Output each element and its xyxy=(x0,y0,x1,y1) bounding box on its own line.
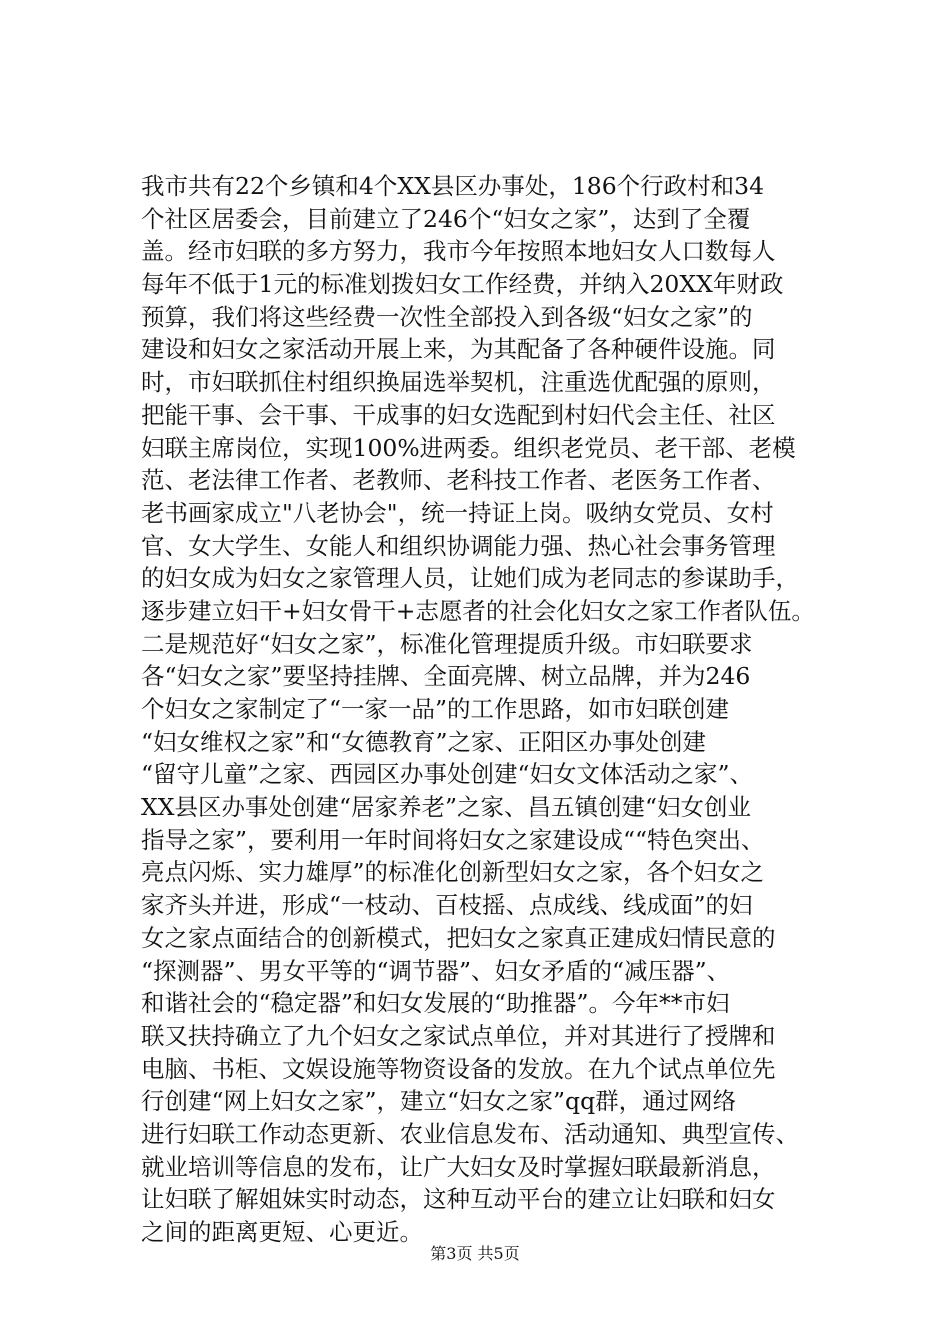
text-line: 官、女大学生、女能人和组织协调能力强、热心社会事务管理 xyxy=(141,531,776,560)
text-line: 和谐社会的“稳定器”和妇女发展的“助推器”。今年**市妇 xyxy=(141,989,730,1018)
text-line: 电脑、书柜、文娱设施等物资设备的发放。在九个试点单位先 xyxy=(141,1054,776,1083)
text-line: 指导之家”，要利用一年时间将妇女之家建设成““特色突出、 xyxy=(141,825,765,854)
body-paragraph xyxy=(141,170,831,1249)
text-line: 家齐头并进，形成“一枝动、百枝摇、点成线、线成面”的妇 xyxy=(141,891,753,920)
text-line: 预算，我们将这些经费一次性全部投入到各级“妇女之家”的 xyxy=(141,302,753,331)
text-line: 让妇联了解姐妹实时动态，这种互动平台的建立让妇联和妇女 xyxy=(141,1185,776,1214)
text-line: 二是规范好“妇女之家”，标准化管理提质升级。市妇联要求 xyxy=(141,629,753,658)
text-line: 亮点闪烁、实力雄厚”的标准化创新型妇女之家，各个妇女之 xyxy=(141,858,765,887)
text-line: 把能干事、会干事、干成事的妇女选配到村妇代会主任、社区 xyxy=(141,400,776,429)
text-line: 个妇女之家制定了“一家一品”的工作思路，如市妇联创建 xyxy=(141,695,730,723)
text-line: 女之家点面结合的创新模式，把妇女之家真正建成妇情民意的 xyxy=(141,923,776,952)
text-line: “探测器”、男女平等的“调节器”、妇女矛盾的“减压器”、 xyxy=(141,956,731,985)
text-line: 之间的距离更短、心更近。 xyxy=(141,1218,423,1246)
text-line: 各“妇女之家”要坚持挂牌、全面亮牌、树立品牌，并为246 xyxy=(141,662,751,691)
text-line: XX县区办事处创建“居家养老”之家、昌五镇创建“妇女创业 xyxy=(141,793,752,822)
text-line: “留守儿童”之家、西园区办事处创建“妇女文体活动之家”、 xyxy=(141,760,754,789)
text-line: 联又扶持确立了九个妇女之家试点单位，并对其进行了授牌和 xyxy=(141,1021,776,1050)
text-line: 个社区居委会，目前建立了246个“妇女之家”，达到了全覆 xyxy=(141,204,751,233)
text-line: 老书画家成立"八老协会"，统一持证上岗。吸纳女党员、女村 xyxy=(141,498,774,527)
text-line: 盖。经市妇联的多方努力，我市今年按照本地妇女人口数每人 xyxy=(141,237,776,266)
text-line: 范、老法律工作者、老教师、老科技工作者、老医务工作者、 xyxy=(141,466,776,495)
text-line: 逐步建立妇干+妇女骨干+志愿者的社会化妇女之家工作者队伍。 xyxy=(141,596,815,625)
text-line: 就业培训等信息的发布，让广大妇女及时掌握妇联最新消息， xyxy=(141,1152,776,1181)
page-number-footer: 第3页 共5页 xyxy=(430,1244,520,1263)
text-line: 每年不低于1元的标准划拨妇女工作经费，并纳入20XX年财政 xyxy=(141,270,784,299)
text-line: 我市共有22个乡镇和4个XX县区办事处，186个行政村和34 xyxy=(141,172,765,200)
text-line: 进行妇联工作动态更新、农业信息发布、活动通知、典型宣传、 xyxy=(141,1119,799,1148)
text-line: 妇联主席岗位，实现100%进两委。组织老党员、老干部、老模 xyxy=(141,433,796,462)
text-line: 行创建“网上妇女之家”，建立“妇女之家”qq群，通过网络 xyxy=(141,1087,737,1116)
text-line: 建设和妇女之家活动开展上来，为其配备了各种硬件设施。同 xyxy=(141,335,776,364)
text-line: 的妇女成为妇女之家管理人员，让她们成为老同志的参谋助手， xyxy=(141,564,799,593)
text-line: 时，市妇联抓住村组织换届选举契机，注重选优配强的原则， xyxy=(141,368,776,397)
text-line: “妇女维权之家”和“女德教育”之家、正阳区办事处创建 xyxy=(141,727,707,756)
